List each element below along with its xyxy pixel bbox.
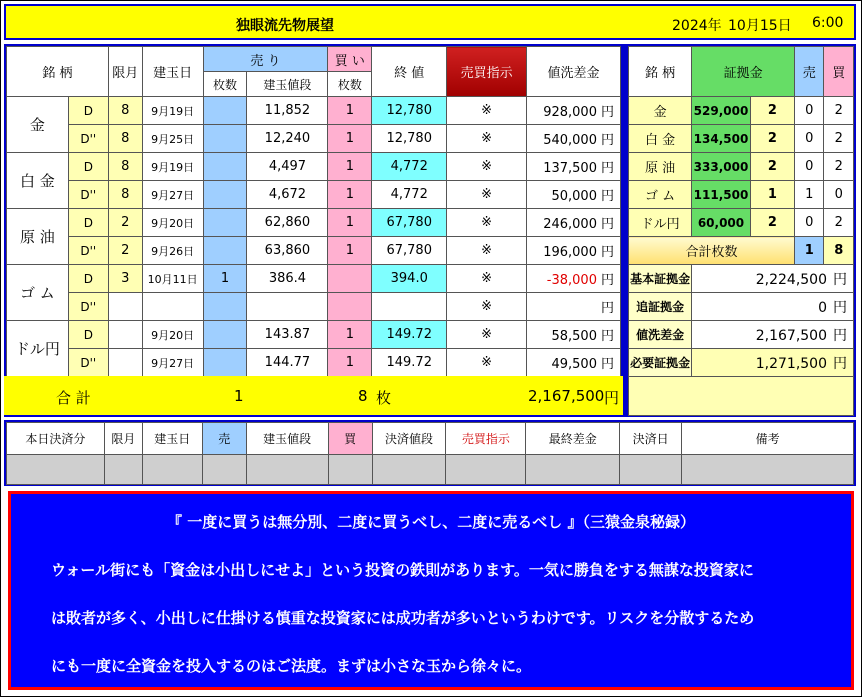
margin-amount: 111,500 [692,181,751,209]
margin-amount: 529,000 [692,97,751,125]
margin-buy: 2 [824,153,854,181]
row-diff [527,125,621,153]
settlement-cell [104,455,142,485]
row-diff [527,237,621,265]
margin-count: 2 [750,97,794,125]
summary-value [692,349,854,377]
settlement-cell [202,455,246,485]
row-sub-label: D [68,153,108,181]
row-sub-label: D [68,209,108,237]
message-quote: 『 一度に買うは無分別、二度に買うべし、二度に売るべし 』（三猿金泉秘録） [167,513,695,531]
row-diff-unit: 円 [600,245,614,260]
settlement-cell [7,455,105,485]
row-diff-unit: 円 [600,217,614,232]
row-close-price: 4,772 [372,153,447,181]
margin-commodity-name: ドル円 [629,209,692,237]
row-entry-price: 4,497 [247,153,328,181]
settlement-header: 売買指示 [446,423,526,455]
row-diff-value: 928,000 [543,105,597,120]
row-entry-price: 4,672 [247,181,328,209]
margin-commodity-name: 金 [629,97,692,125]
row-month: 8 [108,125,142,153]
total-row [4,376,623,415]
row-date: 9月27日 [142,181,203,209]
row-close-price: 394.0 [372,265,447,293]
margin-buy: 0 [824,181,854,209]
header-kai: 買 い [328,47,372,72]
margin-sell: 1 [795,181,824,209]
row-close-price: 67,780 [372,237,447,265]
message-line-3: にも一度に全資金を投入するのはご法度。まずは小さな玉から徐々に。 [51,657,532,675]
row-diff-value: 50,000 [551,189,597,204]
row-entry-price: 144.77 [247,349,328,377]
settlement-cell [328,455,372,485]
row-buy-count: 1 [328,237,372,265]
row-date: 9月20日 [142,209,203,237]
row-commodity-name: 金 [7,97,69,153]
margin-buy: 2 [824,209,854,237]
summary-label: 追証拠金 [629,293,692,321]
margin-header-kai: 買 [824,47,854,97]
row-diff [527,293,621,321]
row-diff-value: -38,000 [546,273,597,288]
row-buy-count: 1 [328,321,372,349]
summary-unit: 円 [833,327,847,344]
row-month: 8 [108,153,142,181]
message-line-1: ウォール街にも「資金は小出しにせよ」という投資の鉄則があります。一気に勝負をする無謀な投資家に [51,561,754,579]
row-date: 9月25日 [142,125,203,153]
row-sub-label: D'' [68,125,108,153]
row-sub-label: D'' [68,349,108,377]
row-instruction-mark: ※ [447,153,527,181]
row-entry-price: 63,860 [247,237,328,265]
summary-amount: 2,224,500 [755,271,827,288]
total-sell: 1 [234,387,244,405]
settlement-header: 本日決済分 [7,423,105,455]
row-diff-unit: 円 [600,189,614,204]
row-date: 10月11日 [142,265,203,293]
row-sell-count [203,97,247,125]
header-sell-count: 枚数 [203,72,247,97]
row-instruction-mark: ※ [447,349,527,377]
row-close-price: 12,780 [372,97,447,125]
header-tategyoku-nedan: 建玉値段 [247,72,328,97]
margin-count: 2 [750,209,794,237]
row-diff-unit: 円 [600,301,614,316]
row-sell-count [203,153,247,181]
year-label: 2024年 [672,18,722,34]
row-diff-value: 196,000 [543,245,597,260]
margin-commodity-name: ゴ ム [629,181,692,209]
header-nearai-sakin: 値洗差金 [527,47,621,97]
row-entry-price: 386.4 [247,265,328,293]
margin-sell: 0 [795,125,824,153]
row-month [108,349,142,377]
row-close-price: 67,780 [372,209,447,237]
row-buy-count [328,293,372,321]
row-instruction-mark: ※ [447,293,527,321]
settlement-header: 建玉値段 [246,423,328,455]
margin-sell: 0 [795,153,824,181]
row-buy-count: 1 [328,97,372,125]
positions-table [6,46,621,377]
margin-header-meigara: 銘 柄 [629,47,692,97]
summary-unit: 円 [833,355,847,372]
row-date: 9月27日 [142,349,203,377]
summary-unit: 円 [833,299,847,316]
row-date: 9月19日 [142,97,203,125]
row-sell-count [203,237,247,265]
header-tategyokubi: 建玉日 [142,47,203,97]
margin-commodity-name: 原 油 [629,153,692,181]
row-month: 8 [108,181,142,209]
row-entry-price: 12,240 [247,125,328,153]
row-sell-count [203,321,247,349]
row-diff-value: 246,000 [543,217,597,232]
message-line-2: は敗者が多く、小出しに仕掛ける慎重な投資家には成功者が多いというわけです。リスクを分散するため [51,609,755,627]
settlement-cell [446,455,526,485]
total-unit: 円 [604,389,620,407]
header-meigara: 銘 柄 [7,47,109,97]
row-sell-count [203,209,247,237]
total-buy: 8 [358,387,368,405]
row-sub-label: D'' [68,237,108,265]
row-sell-count [203,125,247,153]
header-owarine: 終 値 [372,47,447,97]
margin-buy: 2 [824,125,854,153]
row-close-price: 4,772 [372,181,447,209]
margin-buy: 2 [824,97,854,125]
row-sub-label: D [68,97,108,125]
summary-label: 基本証拠金 [629,265,692,293]
summary-amount: 0 [818,299,827,316]
row-diff-unit: 円 [600,329,614,344]
settlement-cell [246,455,328,485]
header-buy-count: 枚数 [328,72,372,97]
row-instruction-mark: ※ [447,237,527,265]
row-instruction-mark: ※ [447,321,527,349]
row-diff [527,153,621,181]
row-diff-value: 540,000 [543,133,597,148]
time-label: 6:00 [812,15,844,31]
row-sub-label: D'' [68,181,108,209]
margin-count: 2 [750,125,794,153]
margin-amount: 333,000 [692,153,751,181]
row-sell-count [203,349,247,377]
row-diff-value: 49,500 [551,357,597,372]
margin-header-shokokin: 証拠金 [692,47,795,97]
settlement-header: 最終差金 [526,423,620,455]
page-title: 独眼流先物展望 [236,18,334,34]
row-instruction-mark: ※ [447,181,527,209]
row-entry-price: 11,852 [247,97,328,125]
margin-header-uri: 売 [795,47,824,97]
row-close-price: 149.72 [372,349,447,377]
settlement-cell [620,455,682,485]
row-close-price: 149.72 [372,321,447,349]
row-date [142,293,203,321]
row-diff-unit: 円 [600,161,614,176]
settlement-cell [526,455,620,485]
row-commodity-name: ゴ ム [7,265,69,321]
margin-commodity-name: 白 金 [629,125,692,153]
row-sell-count [203,293,247,321]
settlement-cell [372,455,446,485]
total-diff: 2,167,500 [528,387,605,405]
row-sub-label: D [68,321,108,349]
row-date: 9月20日 [142,321,203,349]
row-month: 2 [108,237,142,265]
summary-value [692,321,854,349]
row-diff [527,181,621,209]
row-instruction-mark: ※ [447,265,527,293]
row-diff-value: 58,500 [551,329,597,344]
row-entry-price: 143.87 [247,321,328,349]
settlement-header: 買 [328,423,372,455]
row-close-price: 12,780 [372,125,447,153]
row-buy-count: 1 [328,181,372,209]
row-diff-unit: 円 [600,357,614,372]
settlement-header: 売 [202,423,246,455]
margin-total-label: 合計枚数 [629,237,795,265]
row-commodity-name: 原 油 [7,209,69,265]
row-diff-unit: 円 [600,133,614,148]
row-month: 3 [108,265,142,293]
settlement-cell [142,455,202,485]
row-buy-count: 1 [328,153,372,181]
row-sell-count: 1 [203,265,247,293]
summary-amount: 1,271,500 [755,355,827,372]
row-month: 2 [108,209,142,237]
margin-sell: 0 [795,209,824,237]
row-sub-label: D'' [68,293,108,321]
margin-count: 1 [750,181,794,209]
header-baibai-shiji: 売買指示 [447,47,527,97]
settlement-header: 決済日 [620,423,682,455]
row-instruction-mark: ※ [447,209,527,237]
row-date: 9月26日 [142,237,203,265]
row-buy-count: 1 [328,349,372,377]
row-diff [527,349,621,377]
row-instruction-mark: ※ [447,125,527,153]
row-buy-count: 1 [328,209,372,237]
row-commodity-name: ドル円 [7,321,69,377]
total-label: 合 計 [56,389,91,407]
row-commodity-name: 白 金 [7,153,69,209]
row-entry-price [247,293,328,321]
row-instruction-mark: ※ [447,97,527,125]
message-box [8,491,854,690]
row-diff-value: 137,500 [543,161,597,176]
margin-total-buy: 8 [824,237,854,265]
row-diff [527,265,621,293]
margin-amount: 60,000 [692,209,751,237]
margin-table [628,46,854,416]
row-buy-count: 1 [328,125,372,153]
row-close-price [372,293,447,321]
margin-sell: 0 [795,97,824,125]
margin-total-sell: 1 [795,237,824,265]
row-buy-count [328,265,372,293]
settlement-table [6,422,854,485]
row-entry-price: 62,860 [247,209,328,237]
settlement-header: 建玉日 [142,423,202,455]
summary-label: 値洗差金 [629,321,692,349]
summary-amount: 2,167,500 [755,327,827,344]
margin-empty-cell [629,377,854,416]
row-diff-unit: 円 [600,273,614,288]
settlement-header: 備考 [682,423,854,455]
row-diff [527,209,621,237]
date-label: 10月15日 [728,18,792,34]
row-month [108,321,142,349]
summary-value [692,293,854,321]
title-bar [4,4,856,40]
row-month: 8 [108,97,142,125]
row-diff-unit: 円 [600,105,614,120]
row-date: 9月19日 [142,153,203,181]
settlement-header: 限月 [104,423,142,455]
settlement-header: 決済値段 [372,423,446,455]
settlement-cell [682,455,854,485]
row-sub-label: D [68,265,108,293]
header-gengetsu: 限月 [108,47,142,97]
row-diff [527,97,621,125]
total-buy-unit: 枚 [376,389,392,407]
summary-unit: 円 [833,271,847,288]
header-uri: 売 り [203,47,328,72]
margin-count: 2 [750,153,794,181]
row-sell-count [203,181,247,209]
row-month [108,293,142,321]
summary-label: 必要証拠金 [629,349,692,377]
summary-value [692,265,854,293]
margin-amount: 134,500 [692,125,751,153]
row-diff [527,321,621,349]
